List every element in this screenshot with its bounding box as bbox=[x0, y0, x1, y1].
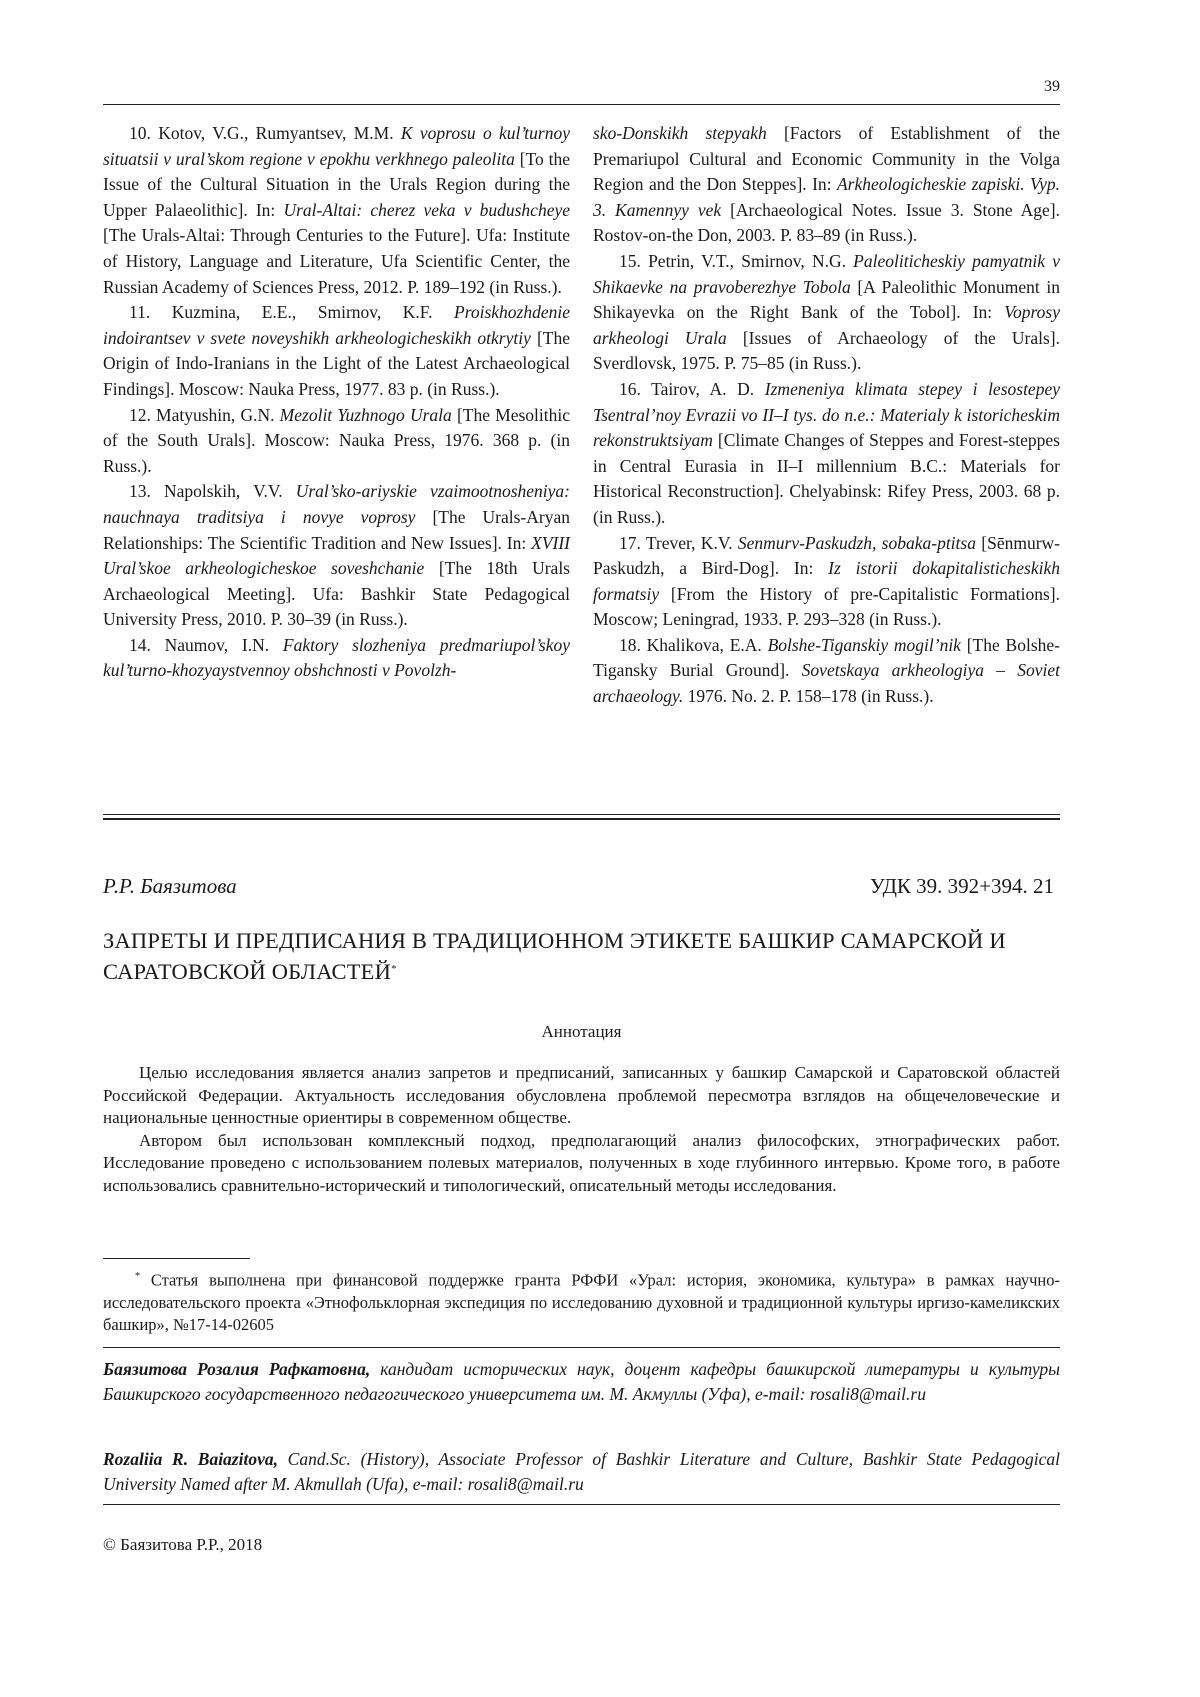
title-footnote-mark: * bbox=[391, 963, 397, 975]
reference-item bbox=[593, 249, 1060, 377]
reference-tail: [The 18th Urals Archaeological Meeting]. Ufa: Bashkir State Pedagogical University Press, 2010. P. 30–39 (in Russ.). bbox=[103, 558, 570, 630]
reference-lead: 11. Kuzmina, E.E., Smirnov, K.F. bbox=[129, 302, 454, 323]
reference-tail: [Issues of Archaeology of the Urals]. Sverdlovsk, 1975. P. 75–85 (in Russ.). bbox=[593, 327, 1060, 374]
reference-tail: [From the History of pre-Capitalistic Formations]. Moscow; Leningrad, 1933. P. 293–328 (in Russ.). bbox=[593, 583, 1060, 630]
reference-mid: [A Paleolithic Monument in Shikayevka on the Right Bank of the Tobol]. In: bbox=[593, 276, 1060, 323]
reference-italic2: Iz istorii dokapitalisticheskikh formatsiy bbox=[593, 558, 1060, 604]
reference-italic: Ural’sko-ariyskie vzaimootnosheniya: nauchnaya traditsiya i novye voprosy bbox=[103, 481, 570, 527]
reference-item bbox=[593, 531, 1060, 633]
reference-lead: 10. Kotov, V.G., Rumyantsev, M.M. bbox=[129, 123, 401, 143]
reference-item bbox=[593, 121, 1060, 249]
abstract-paragraph: Автором был использован комплексный подход, предполагающий анализ философских, этнографических работ. Исследование проведено с использованием полевых материалов, полученных в ходе глубинного интервью. Кроме того, в работе использовались сравнительно-исторический и типологический, описательный методы исследования. bbox=[103, 1130, 1060, 1195]
udk-code: УДК 39. 392+394. 21 bbox=[869, 874, 1054, 898]
reference-mid: [The Bolshe-Tigansky Burial Ground]. bbox=[593, 634, 1060, 681]
copyright-rule bbox=[103, 1504, 1060, 1505]
author-info-en bbox=[103, 1447, 1060, 1496]
author-ru-info: кандидат исторических наук, доцент кафедры башкирской литературы и культуры Башкирского государственного педагогического университета им. М. Акмуллы (Уфа), e-mail: rosali8@mail.ru bbox=[103, 1359, 1060, 1404]
reference-italic2: Arkheologicheskie zapiski. Vyp. 3. Kamennyy vek bbox=[593, 174, 1061, 220]
reference-item bbox=[593, 377, 1060, 531]
reference-mid: [Sēnmurw-Paskudzh, a Bird-Dog]. In: bbox=[593, 532, 1060, 579]
footnote-text: Статья выполнена при финансовой поддержке гранта РФФИ «Урал: история, экономика, культура» в рамках научно-исследовательского проекта «Этнофольклорная экспедиция по исследованию духовной и традиционной культуры иргизо-камеликских башкир», №17-14-02605 bbox=[103, 1270, 1061, 1335]
abstract bbox=[103, 1062, 1060, 1198]
reference-italic: sko-Donskikh stepyakh bbox=[593, 123, 767, 143]
reference-mid: [The Mesolithic of the South Urals]. Moscow: Nauka Press, 1976. 368 p. (in Russ.). bbox=[103, 404, 571, 476]
author-en-name: Rozaliia R. Baiazitova, bbox=[103, 1449, 278, 1469]
reference-lead: 18. Khalikova, E.A. bbox=[619, 634, 768, 655]
copyright: © Баязитова Р.Р., 2018 bbox=[103, 1535, 263, 1554]
reference-lead: 13. Napolskih, V.V. bbox=[129, 481, 296, 502]
footnote-mark: * bbox=[135, 1271, 140, 1282]
reference-italic: Faktory slozheniya predmariupol’skoy kul’turno-khozyaystvennoy obshchnosti v Povolzh- bbox=[103, 634, 570, 681]
reference-italic: Paleoliticheskiy pamyatnik v Shikaevke na pravoberezhye Tobola bbox=[593, 250, 1060, 297]
reference-lead: 12. Matyushin, G.N. bbox=[129, 404, 280, 425]
article-title-text: ЗАПРЕТЫ И ПРЕДПИСАНИЯ В ТРАДИЦИОННОМ ЭТИКЕТЕ БАШКИР САМАРСКОЙ И САРАТОВСКОЙ ОБЛАСТЕЙ bbox=[103, 928, 1006, 984]
reference-item bbox=[593, 633, 1060, 710]
section-divider bbox=[103, 814, 1060, 820]
abstract-paragraph: Целью исследования является анализ запретов и предписаний, записанных у башкир Самарской и Саратовской областей Российской Федерации. Актуальность исследования обусловлена проблемой пересмотра взглядов на общечеловеческие и национальные ценностные ориентиры в современном обществе. bbox=[103, 1063, 1060, 1128]
reference-item bbox=[103, 403, 570, 480]
references-left-column bbox=[103, 121, 570, 710]
reference-mid: [To the Issue of the Cultural Situation in the Urals Region during the Upper Palaeolithic]. In: bbox=[103, 148, 570, 220]
reference-mid: [The Urals-Aryan Relationships: The Scientific Tradition and New Issues]. In: bbox=[103, 506, 570, 553]
reference-italic2: Ural-Altai: cherez veka v budushcheye bbox=[283, 199, 570, 220]
article-title bbox=[103, 925, 1060, 987]
footnote-rule bbox=[103, 1258, 250, 1259]
reference-item bbox=[103, 300, 570, 402]
reference-lead: 17. Trever, K.V. bbox=[619, 532, 738, 553]
author-ru-name: Баязитова Розалия Рафкатовна, bbox=[103, 1359, 371, 1379]
reference-italic2: XVIII Ural’skoe arkheologicheskoe soveshchanie bbox=[103, 532, 570, 579]
references-right-column bbox=[593, 121, 1060, 710]
header-rule bbox=[103, 104, 1060, 105]
reference-lead: 15. Petrin, V.T., Smirnov, N.G. bbox=[619, 250, 854, 271]
reference-lead: 14. Naumov, I.N. bbox=[129, 634, 283, 655]
reference-italic: Bolshe-Tiganskiy mogil’nik bbox=[767, 634, 961, 655]
reference-item bbox=[103, 121, 570, 300]
abstract-heading: Аннотация bbox=[541, 1022, 622, 1041]
reference-tail: [The Urals-Altai: Through Centuries to the Future]. Ufa: Institute of History, Language and Literature, Ufa Scientific Center, the Russian Academy of Sciences Press, 2012. P. 189–192 (in Russ.). bbox=[103, 225, 570, 297]
reference-italic2: Sovetskaya arkheologiya – Soviet archaeology. bbox=[593, 660, 1060, 707]
references-section bbox=[103, 121, 1060, 710]
reference-italic: K voprosu o kul’turnoy situatsii v ural’skom regione v epokhu verkhnego paleolita bbox=[103, 123, 570, 169]
reference-item bbox=[103, 633, 570, 684]
reference-mid: [The Origin of Indo-Iranians in the Light of the Latest Archaeological Findings]. Moscow: Nauka Press, 1977. 83 p. (in Russ.). bbox=[103, 327, 570, 399]
author-info-rule bbox=[103, 1347, 1060, 1348]
page-number: 39 bbox=[1044, 78, 1060, 95]
reference-italic: Proiskhozhdenie indoirantsev v svete noveyshikh arkheologicheskikh otkrytiy bbox=[103, 302, 570, 348]
reference-tail: [Archaeological Notes. Issue 3. Stone Age]. Rostov-on-the Don, 2003. P. 83–89 (in Russ.). bbox=[593, 199, 1060, 246]
author-en-info: Cand.Sc. (History), Associate Professor of Bashkir Literature and Culture, Bashkir State Pedagogical University Named after M. Akmullah (Ufa), e-mail: rosali8@mail.ru bbox=[103, 1449, 1060, 1494]
reference-mid: [Factors of Establishment of the Premariupol Cultural and Economic Community in the Volga Region and the Don Steppes]. In: bbox=[593, 123, 1060, 195]
reference-italic2: Voprosy arkheologi Urala bbox=[593, 302, 1060, 348]
author-info-ru bbox=[103, 1357, 1060, 1406]
footnote bbox=[103, 1266, 1060, 1337]
reference-italic: Izmeneniya klimata stepey i lesostepey Tsentral’noy Evrazii vo II–I tys. do n.e.: Materialy k istoricheskim rekonstruktsiyam bbox=[593, 378, 1060, 451]
reference-lead: 16. Tairov, A. D. bbox=[619, 378, 765, 399]
reference-tail: 1976. No. 2. P. 158–178 (in Russ.). bbox=[683, 686, 934, 707]
reference-italic: Mezolit Yuzhnogo Urala bbox=[279, 404, 452, 425]
reference-item bbox=[103, 479, 570, 633]
reference-italic: Senmurv-Paskudzh, sobaka-ptitsa bbox=[737, 532, 976, 553]
reference-mid: [Climate Changes of Steppes and Forest-steppes in Central Eurasia in II–I millennium B.C.: Materials for Historical Reconstruction]. Chelyabinsk: Rifey Press, 2003. 68 p. (in Russ.). bbox=[593, 430, 1060, 527]
article-author: Р.Р. Баязитова bbox=[103, 874, 237, 898]
